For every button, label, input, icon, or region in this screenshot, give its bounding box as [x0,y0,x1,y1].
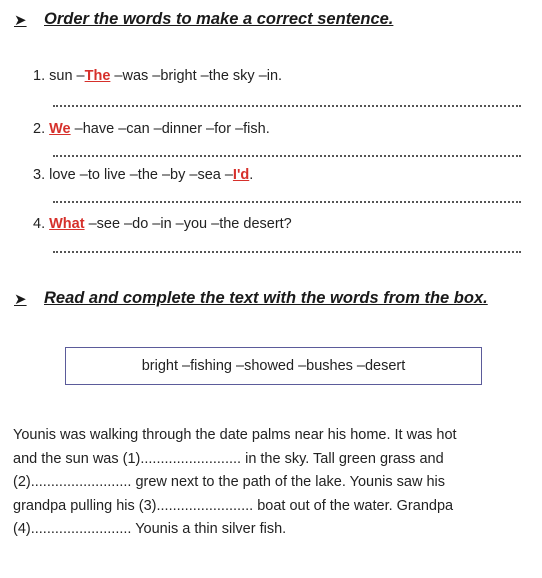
question-number: 1. [33,68,46,84]
highlighted-word: We [49,121,71,137]
section-2-title: Read and complete the text with the words from the box. [44,289,488,307]
word-box [65,347,482,385]
question-2 [33,121,270,137]
question-text: . [249,167,254,183]
cloze-paragraph [13,424,533,542]
word-box-words: bright –fishing –showed –bushes –desert [141,358,406,374]
question-number: 4. [33,216,46,232]
question-text: –have –can –dinner –for –fish. [70,121,270,137]
highlighted-word: I'd [232,167,250,183]
answer-line-3[interactable] [53,201,521,203]
answer-line-4[interactable] [53,251,521,253]
paragraph-line: (4)......................... Younis a thin silver fish. [13,521,287,537]
paragraph-line: and the sun was (1)......................... in the sky. Tall green grass and [13,450,444,467]
paragraph-line: (2)......................... grew next to the path of the lake. Younis saw his [13,474,445,490]
answer-line-2[interactable] [53,155,521,157]
arrow-bullet-icon: ➤ [14,11,27,29]
section-1-title: Order the words to make a correct sentence. [44,10,394,28]
question-text: love –to live –the –by –sea – [49,167,233,183]
highlighted-word: What [49,216,85,232]
paragraph-line: grandpa pulling his (3)........................ boat out of the water. Grandpa [13,497,454,514]
highlighted-word: The [84,68,111,84]
question-text: sun – [49,68,85,84]
question-3 [33,167,253,183]
question-number: 3. [33,167,46,183]
section-2-heading [14,289,488,308]
section-1-heading [14,10,393,29]
arrow-bullet-icon: ➤ [14,290,27,308]
question-text: –see –do –in –you –the desert? [84,216,292,232]
question-4 [33,216,292,232]
answer-line-1[interactable] [53,105,521,107]
question-number: 2. [33,121,46,137]
paragraph-line: Younis was walking through the date palms near his home. It was hot [13,427,457,443]
question-text: –was –bright –the sky –in. [110,68,283,84]
question-1 [33,68,282,84]
